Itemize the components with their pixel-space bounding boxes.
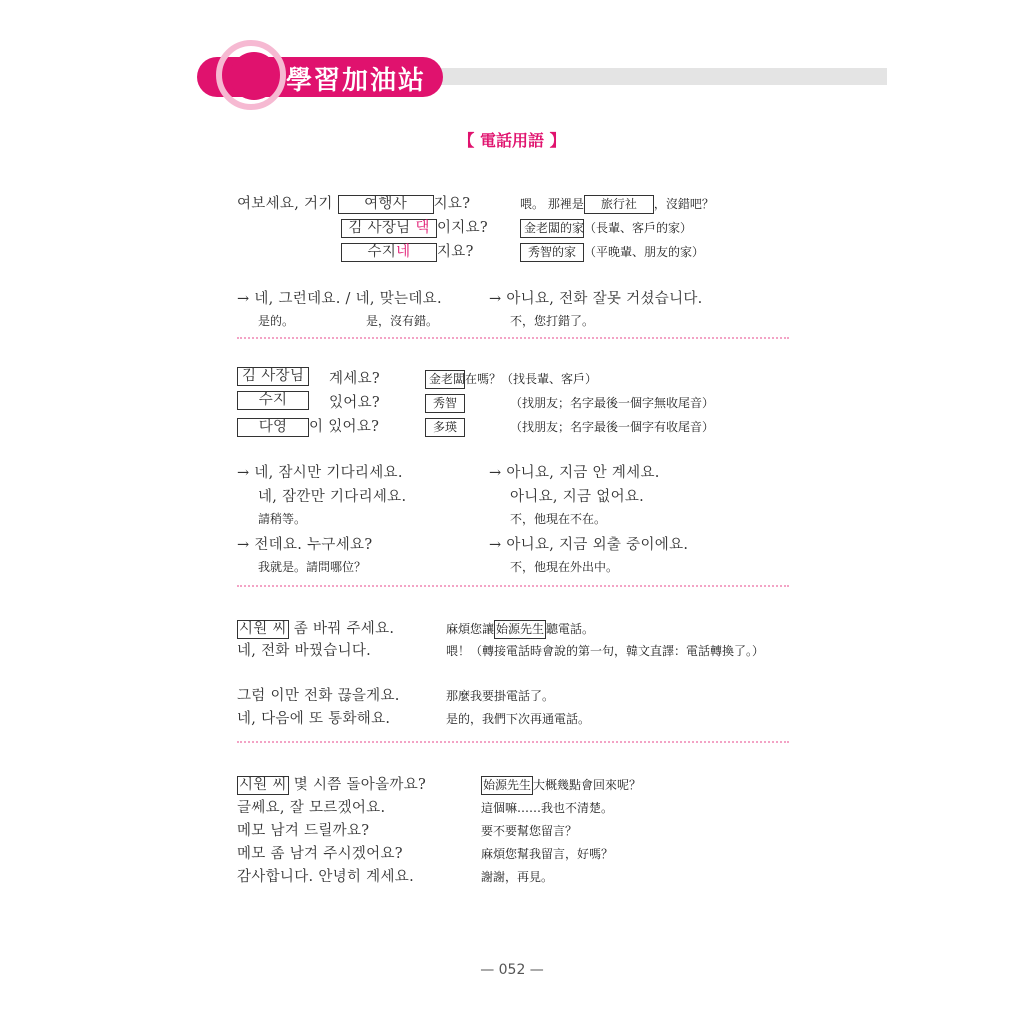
s2-left-5: 我就是。請問哪位？ [258, 560, 367, 574]
s2-left-3: 請稍等。 [258, 512, 307, 526]
s2-row2-zh: （找朋友；名字最後一個字無收尾音） [510, 396, 715, 410]
s2-left-4: → 전데요. 누구세요? [237, 537, 373, 553]
s1-row1-zh-box: 旅行社 [584, 195, 654, 214]
s2-right-1: → 아니요, 지금 안 계세요. [489, 465, 660, 481]
s3-row1-zh: 麻煩您讓 始源先生 聽電話。 [446, 620, 594, 639]
s4-row4-zh: 麻煩您幫我留言，好嗎？ [481, 847, 614, 861]
s2-row3-box: 다영 이 있어요? [237, 415, 379, 437]
s1-row2-ko: 김 사장님 댁 이지요? [341, 216, 488, 238]
s2-row1-zh: 金老闆在嗎？（找長輩、客戶） [425, 370, 597, 389]
s2-left-1: → 네, 잠시만 기다리세요. [237, 465, 403, 481]
s4-row4-ko: 메모 좀 남겨 주시겠어요? [237, 846, 403, 862]
s1-row1-box: 여행사 [338, 195, 434, 214]
s2-row2-box: 수지 [237, 391, 309, 410]
s1-answer-yes: → 네, 그런데요. / 네, 맞는데요. [237, 291, 442, 307]
s3-row2-zh: 喂！（轉接電話時會說的第一句，韓文直譯：電話轉換了。） [446, 644, 765, 658]
s1-row3-box: 수지네 [341, 243, 437, 262]
s1-answer-yes-zh2: 是，沒有錯。 [366, 314, 439, 328]
s4-row1-ko: 시원 씨 몇 시쯤 돌아올까요? [239, 777, 427, 793]
divider [237, 585, 789, 587]
s3-row2-ko: 네, 전화 바꿨습니다. [237, 643, 372, 659]
s1-row3-ko: 수지네 지요? [341, 240, 474, 262]
s2-right-4: → 아니요, 지금 외출 중이에요. [489, 537, 689, 553]
s4-row1-zh: 始源先生 大概幾點會回來呢？ [481, 776, 641, 795]
s1-row2-zh-box: 金老闆的家 [520, 219, 584, 238]
s1-answer-no-zh: 不，您打錯了。 [510, 314, 595, 328]
s2-row1-box: 김 사장님 [237, 367, 309, 386]
s1-answer-yes-zh1: 是的。 [258, 314, 295, 328]
divider [237, 337, 789, 339]
s2-row3-zh: （找朋友；名字最後一個字有收尾音） [510, 420, 715, 434]
s3-row4-ko: 네, 다음에 또 통화해요. [237, 711, 391, 727]
s3-row3-zh: 那麼我要掛電話了。 [446, 689, 555, 703]
s1-row2-box: 김 사장님 댁 [341, 219, 437, 238]
s4-row5-zh: 謝謝，再見。 [481, 870, 554, 884]
s4-row3-zh: 要不要幫您留言？ [481, 824, 578, 838]
s1-answer-no: → 아니요, 전화 잘못 거셨습니다. [489, 291, 703, 307]
s2-right-2: 아니요, 지금 없어요. [510, 489, 645, 505]
section-subtitle: 【 電話用語 】 [458, 131, 566, 150]
s3-row4-zh: 是的，我們下次再通電話。 [446, 712, 591, 726]
header-ring-inner [230, 52, 278, 100]
s2-row1-ko: 계세요? [329, 371, 380, 387]
page-title: 學習加油站 [286, 66, 427, 96]
s4-row2-ko: 글쎄요, 잘 모르겠어요. [237, 800, 386, 816]
s4-row2-zh: 這個嘛……我也不清楚。 [481, 801, 614, 815]
s2-left-2: 네, 잠깐만 기다리세요. [258, 489, 407, 505]
s1-row3-zh-box: 秀智的家 [520, 243, 584, 262]
s2-right-3: 不，他現在不在。 [510, 512, 607, 526]
divider [237, 741, 789, 743]
s3-row3-ko: 그럼 이만 전화 끊을게요. [237, 688, 400, 704]
s2-row3-zh-box: 多瑛 [425, 418, 465, 437]
s2-right-5: 不，他現在外出中。 [510, 560, 619, 574]
page-number: — 052 — [480, 962, 544, 978]
s3-row1-ko: 시원 씨 좀 바꿔 주세요. [239, 621, 395, 637]
s1-row1-zh: 喂。 那裡是 旅行社 ，沒錯吧？ [520, 195, 714, 214]
s2-row2-zh-box: 秀智 [425, 394, 465, 413]
s1-row3-zh: 秀智的家 （平晚輩、朋友的家） [520, 243, 704, 262]
s4-row5-ko: 감사합니다. 안녕히 계세요. [237, 869, 415, 885]
s2-row2-ko: 있어요? [329, 395, 380, 411]
s1-row1-ko: 여보세요, 거기 여행사 지요? [237, 196, 471, 212]
header-bar [440, 68, 887, 85]
s1-row2-zh: 金老闆的家（長輩、客戶的家） [520, 219, 692, 238]
s4-row3-ko: 메모 남겨 드릴까요? [237, 823, 370, 839]
